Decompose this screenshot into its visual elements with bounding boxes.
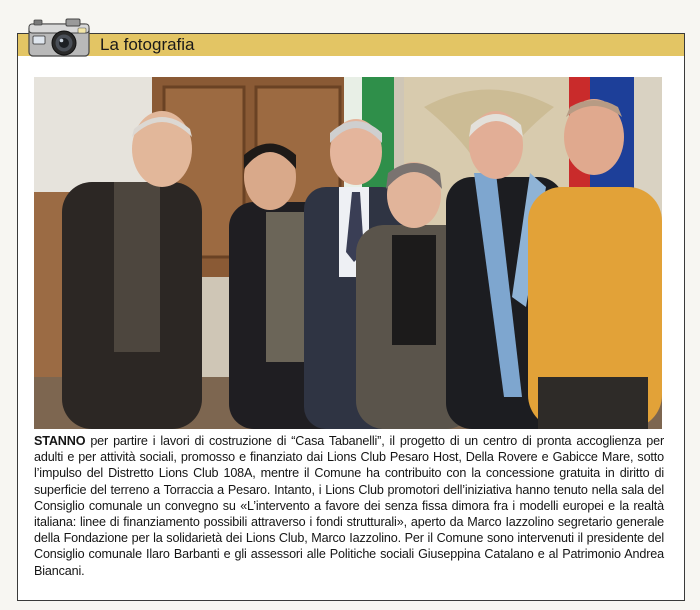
section-header-bar [18, 34, 684, 56]
section-title: La fotografia [100, 35, 195, 54]
caption-lead: STANNO [34, 434, 86, 448]
camera-icon [26, 14, 92, 64]
caption-body: per partire i lavori di costruzione di “Casa Tabanelli”, il progetto di un centro di pronta accoglienza per adulti e per attività sociali, promosso e finanziato dai Lions Club Pesaro Host, Della Rovere e Gabicce Mare, sotto l’impulso del Distretto Lions Club 108A, mentre il Comune ha contribuito con la concessione gratuita in diritto di superficie del terreno a Torraccia a Pesaro. Intanto, i Lions Club promotori dell’iniziativa hanno tenuto nella sala del Consiglio comunale un convegno su «L’intervento a favore dei senza fissa dimora fra i modelli europei e la realtà italiana: linee di finanziamento possibili attraverso i fondi strutturali», aperto da Marco Iazzolino segretario generale della Fondazione per la solidarietà dei Lions Club, Marco Iazzolino. Per il Comune sono intervenuti il presidente del Consiglio comunale Ilaro Barbanti e gli assessori alle Politiche sociali Giuseppina Catalano e al Patrimonio Andrea Biancani. [34, 434, 664, 578]
photo-caption [34, 433, 664, 579]
group-photo [34, 77, 662, 429]
